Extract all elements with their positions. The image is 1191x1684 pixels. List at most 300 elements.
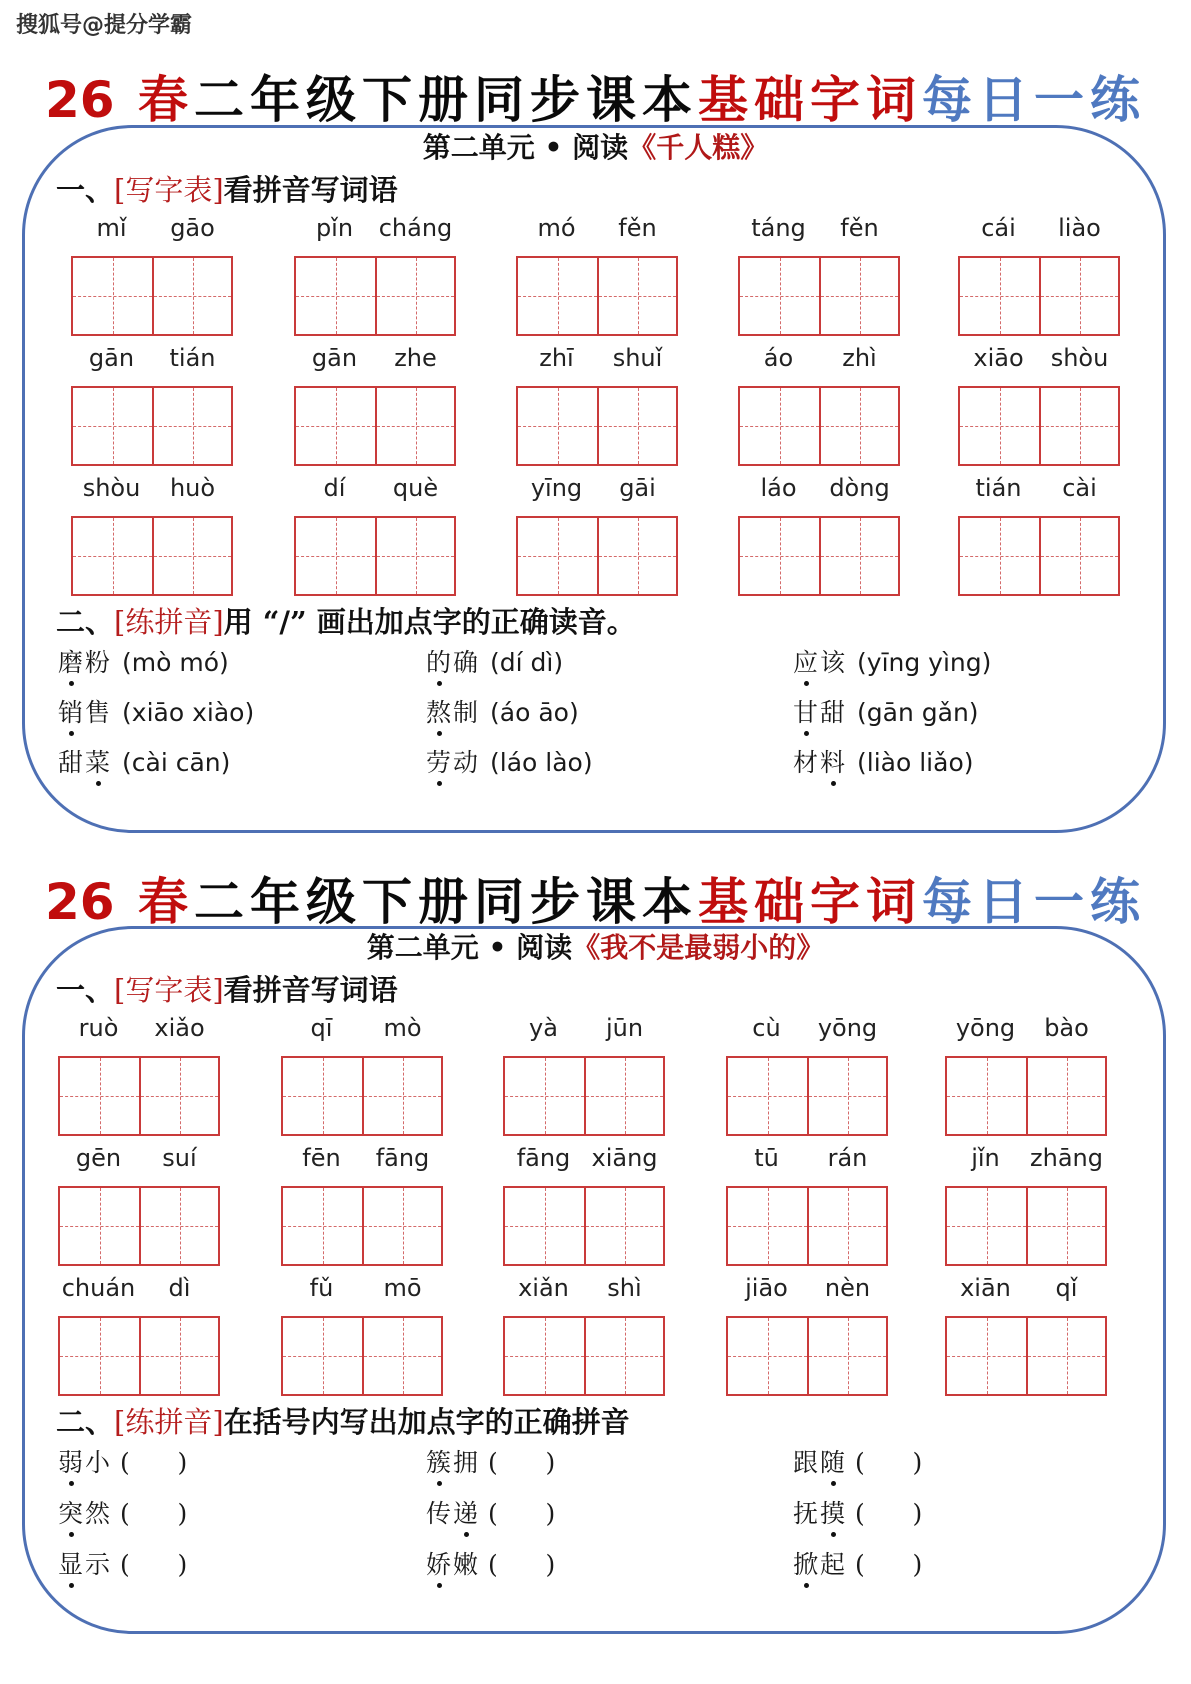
word (793, 1550, 847, 1579)
pronunciation-item (793, 693, 979, 729)
lesson-title: 《千人糕》 (628, 131, 769, 164)
pinyin-prompt (58, 1144, 220, 1178)
tianzige-box[interactable] (738, 256, 900, 336)
pinyin-syllable: què (392, 474, 439, 502)
dotted-character: 簇 (426, 1443, 453, 1479)
tianzige-box[interactable] (58, 1056, 220, 1136)
character-cell[interactable] (947, 1188, 1026, 1264)
dotted-character: 磨 (58, 643, 85, 679)
title-season: 春 (138, 70, 194, 129)
title-year: 26 (44, 873, 115, 931)
character: 小 (85, 1448, 113, 1477)
tianzige-box[interactable] (726, 1056, 888, 1136)
character-cell[interactable] (819, 518, 898, 594)
pinyin-prompt (738, 214, 900, 248)
section-instruction: 看拼音写词语 (223, 973, 398, 1007)
character-cell[interactable] (819, 388, 898, 464)
word (426, 648, 480, 677)
pronunciation-item (793, 643, 991, 679)
word (426, 748, 480, 777)
character-cell[interactable] (1039, 388, 1118, 464)
pinyin-options[interactable]: (láo lào) (490, 748, 593, 777)
character-cell[interactable] (362, 1058, 441, 1134)
pinyin-syllable: xiāng (591, 1144, 658, 1172)
tianzige-box[interactable] (71, 386, 233, 466)
pinyin-prompt (503, 1274, 665, 1308)
unit-label: 第二单元 • 阅读 (366, 931, 573, 964)
dotted-character: 菜 (85, 743, 112, 779)
character: 动 (453, 748, 481, 777)
pronunciation-item (426, 743, 593, 779)
character-cell[interactable] (1026, 1188, 1105, 1264)
character-cell[interactable] (283, 1318, 362, 1394)
pinyin-prompt (281, 1274, 443, 1308)
word (793, 1499, 847, 1528)
section-number: 一、 (56, 173, 115, 207)
pinyin-prompt (945, 1014, 1107, 1048)
character-cell[interactable] (1039, 258, 1118, 334)
pinyin-prompt (958, 214, 1120, 248)
pinyin-syllable: mō (383, 1274, 422, 1302)
section-2-heading (56, 1400, 630, 1441)
pinyin-syllable: mǐ (96, 214, 127, 242)
pronunciation-item (426, 1545, 555, 1581)
pinyin-syllable: shuǐ (612, 344, 663, 372)
pinyin-syllable: ruò (78, 1014, 119, 1042)
pinyin-syllable: cái (981, 214, 1016, 242)
pronunciation-item (793, 1545, 922, 1581)
answer-blank[interactable]: ( ) (488, 1499, 556, 1528)
section-1-heading (56, 968, 398, 1009)
character: 然 (85, 1499, 113, 1528)
tianzige-box[interactable] (294, 256, 456, 336)
title-year: 26 (44, 71, 115, 129)
pinyin-prompt (516, 344, 678, 378)
character-cell[interactable] (728, 1188, 807, 1264)
character-cell[interactable] (362, 1188, 441, 1264)
pinyin-syllable: chuán (61, 1274, 136, 1302)
dotted-character: 递 (453, 1494, 480, 1530)
pinyin-options[interactable]: (yīng yìng) (857, 648, 992, 677)
pinyin-syllable: dòng (829, 474, 890, 502)
pinyin-prompt (516, 214, 678, 248)
character-cell[interactable] (518, 518, 597, 594)
pinyin-prompt (958, 474, 1120, 508)
character-cell[interactable] (60, 1058, 139, 1134)
pinyin-syllable: zhāng (1030, 1144, 1103, 1172)
character-cell[interactable] (584, 1188, 663, 1264)
word (793, 698, 847, 727)
pronunciation-item (58, 1494, 187, 1530)
pronunciation-item (426, 693, 579, 729)
pronunciation-item (426, 1443, 555, 1479)
pinyin-syllable: fǔ (309, 1274, 334, 1302)
character: 该 (820, 648, 848, 677)
pinyin-syllable: xiǎn (518, 1274, 569, 1302)
section-2-heading (56, 600, 636, 641)
pinyin-syllable: fěn (618, 214, 657, 242)
character-cell[interactable] (375, 388, 454, 464)
word (426, 1499, 480, 1528)
title-blue: 每日一练 (922, 872, 1146, 931)
character-cell[interactable] (728, 1058, 807, 1134)
pinyin-prompt (503, 1014, 665, 1048)
word (58, 1499, 112, 1528)
tianzige-box[interactable] (738, 516, 900, 596)
character-cell[interactable] (960, 388, 1039, 464)
dotted-character: 应 (793, 643, 820, 679)
answer-blank[interactable]: ( ) (488, 1550, 556, 1579)
character: 起 (820, 1550, 848, 1579)
worksheet-title (0, 60, 1191, 132)
character: 传 (426, 1499, 454, 1528)
character-cell[interactable] (73, 258, 152, 334)
pinyin-options[interactable]: (gān gǎn) (857, 698, 979, 727)
character-cell[interactable] (740, 388, 819, 464)
pinyin-prompt (58, 1014, 220, 1048)
unit-subtitle (0, 926, 1191, 966)
character: 粉 (85, 648, 113, 677)
pronunciation-item (793, 1443, 922, 1479)
pinyin-prompt (294, 214, 456, 248)
pinyin-syllable: bào (1044, 1014, 1089, 1042)
character-cell[interactable] (139, 1058, 218, 1134)
dotted-character: 弱 (58, 1443, 85, 1479)
character-cell[interactable] (597, 518, 676, 594)
character-cell[interactable] (73, 388, 152, 464)
tianzige-box[interactable] (958, 256, 1120, 336)
pinyin-prompt (945, 1274, 1107, 1308)
word (793, 648, 847, 677)
character-cell[interactable] (819, 258, 898, 334)
tianzige-box[interactable] (58, 1316, 220, 1396)
tianzige-box[interactable] (71, 256, 233, 336)
pinyin-prompt (281, 1014, 443, 1048)
pinyin-syllable: jǐn (971, 1144, 1000, 1172)
pronunciation-item (58, 693, 254, 729)
tianzige-box[interactable] (503, 1186, 665, 1266)
pinyin-prompt (726, 1014, 888, 1048)
pinyin-syllable: huò (169, 474, 216, 502)
character-cell[interactable] (152, 258, 231, 334)
dotted-character: 劳 (426, 743, 453, 779)
dotted-character: 熬 (426, 693, 453, 729)
title-main: 二年级下册同步课本 (194, 872, 698, 931)
pinyin-syllable: shòu (1050, 344, 1109, 372)
pinyin-prompt (58, 1274, 220, 1308)
pinyin-options[interactable]: (dí dì) (490, 648, 564, 677)
tianzige-box[interactable] (516, 256, 678, 336)
character-cell[interactable] (1039, 518, 1118, 594)
character: 跟 (793, 1448, 821, 1477)
pinyin-syllable: cù (752, 1014, 781, 1042)
pinyin-syllable: mó (537, 214, 576, 242)
character-cell[interactable] (740, 258, 819, 334)
pinyin-syllable: gān (88, 344, 135, 372)
character: 甜 (820, 698, 848, 727)
pinyin-prompt (726, 1144, 888, 1178)
character-cell[interactable] (73, 518, 152, 594)
character: 抚 (793, 1499, 821, 1528)
character-cell[interactable] (296, 388, 375, 464)
dotted-character: 料 (820, 743, 847, 779)
tianzige-box[interactable] (281, 1316, 443, 1396)
character-cell[interactable] (597, 258, 676, 334)
pinyin-syllable: yà (529, 1014, 558, 1042)
character-cell[interactable] (362, 1318, 441, 1394)
section-instruction: 用 “/” 画出加点字的正确读音。 (223, 605, 636, 639)
character-cell[interactable] (152, 518, 231, 594)
pinyin-options[interactable]: (mò mó) (122, 648, 229, 677)
character-cell[interactable] (960, 258, 1039, 334)
character-cell[interactable] (947, 1058, 1026, 1134)
pinyin-syllable: jiāo (745, 1274, 788, 1302)
pinyin-syllable: zhī (539, 344, 574, 372)
pinyin-syllable: gān (311, 344, 358, 372)
pinyin-syllable: xiāo (973, 344, 1024, 372)
dotted-character: 随 (820, 1443, 847, 1479)
pinyin-syllable: fāng (516, 1144, 571, 1172)
pronunciation-item (426, 643, 563, 679)
pinyin-syllable: xiǎo (154, 1014, 205, 1042)
pinyin-syllable: láo (760, 474, 797, 502)
pinyin-prompt (71, 214, 233, 248)
word (58, 698, 112, 727)
character-cell[interactable] (283, 1058, 362, 1134)
character: 示 (85, 1550, 113, 1579)
pinyin-prompt (516, 474, 678, 508)
section-tag: [练拼音] (114, 1405, 224, 1439)
pinyin-syllable: tū (754, 1144, 779, 1172)
tianzige-box[interactable] (58, 1186, 220, 1266)
pinyin-prompt (738, 474, 900, 508)
character-cell[interactable] (505, 1188, 584, 1264)
section-tag: [写字表] (114, 973, 224, 1007)
pinyin-syllable: qī (310, 1014, 333, 1042)
tianzige-box[interactable] (503, 1316, 665, 1396)
pinyin-prompt (281, 1144, 443, 1178)
answer-blank[interactable]: ( ) (855, 1550, 923, 1579)
word (58, 748, 112, 777)
dotted-character: 甘 (793, 693, 820, 729)
pinyin-syllable: cháng (378, 214, 453, 242)
section-instruction: 看拼音写词语 (223, 173, 398, 207)
character-cell[interactable] (597, 388, 676, 464)
pinyin-prompt (958, 344, 1120, 378)
character-cell[interactable] (960, 518, 1039, 594)
character-cell[interactable] (807, 1188, 886, 1264)
character-cell[interactable] (296, 518, 375, 594)
worksheet-title (0, 862, 1191, 934)
character-cell[interactable] (740, 518, 819, 594)
character-cell[interactable] (296, 258, 375, 334)
section-tag: [练拼音] (114, 605, 224, 639)
word (793, 748, 847, 777)
pinyin-syllable: fēn (302, 1144, 341, 1172)
pinyin-options[interactable]: (liào liǎo) (857, 748, 974, 777)
tianzige-box[interactable] (516, 516, 678, 596)
tianzige-box[interactable] (294, 386, 456, 466)
tianzige-box[interactable] (958, 516, 1120, 596)
character-cell[interactable] (1026, 1058, 1105, 1134)
word (426, 1448, 480, 1477)
title-main: 二年级下册同步课本 (194, 70, 698, 129)
character: 材 (793, 748, 821, 777)
tianzige-box[interactable] (958, 386, 1120, 466)
tianzige-box[interactable] (738, 386, 900, 466)
lesson-title: 《我不是最弱小的》 (572, 931, 825, 964)
character-cell[interactable] (807, 1318, 886, 1394)
dotted-character: 的 (426, 643, 453, 679)
pinyin-syllable: yīng (530, 474, 583, 502)
pinyin-syllable: rán (827, 1144, 868, 1172)
pinyin-syllable: jūn (605, 1014, 644, 1042)
character: 售 (85, 698, 113, 727)
tianzige-box[interactable] (945, 1056, 1107, 1136)
character-cell[interactable] (283, 1188, 362, 1264)
section-tag: [写字表] (114, 173, 224, 207)
character-cell[interactable] (947, 1318, 1026, 1394)
pinyin-options[interactable]: (xiāo xiào) (122, 698, 255, 727)
tianzige-box[interactable] (726, 1186, 888, 1266)
pronunciation-item (58, 1443, 187, 1479)
tianzige-box[interactable] (71, 516, 233, 596)
pinyin-syllable: fāng (375, 1144, 430, 1172)
pinyin-syllable: qǐ (1055, 1274, 1078, 1302)
pinyin-syllable: xiān (960, 1274, 1011, 1302)
character-cell[interactable] (807, 1058, 886, 1134)
section-1-heading (56, 168, 398, 209)
character-cell[interactable] (584, 1058, 663, 1134)
tianzige-box[interactable] (281, 1056, 443, 1136)
tianzige-box[interactable] (516, 386, 678, 466)
pinyin-syllable: shòu (82, 474, 141, 502)
word (58, 1550, 112, 1579)
character: 嫩 (453, 1550, 481, 1579)
answer-blank[interactable]: ( ) (855, 1499, 923, 1528)
unit-subtitle (0, 126, 1191, 166)
character-cell[interactable] (152, 388, 231, 464)
character-cell[interactable] (505, 1318, 584, 1394)
pinyin-syllable: cài (1062, 474, 1097, 502)
pinyin-syllable: liào (1058, 214, 1101, 242)
pinyin-syllable: yōng (955, 1014, 1016, 1042)
pinyin-prompt (503, 1144, 665, 1178)
pronunciation-item (58, 643, 229, 679)
character-cell[interactable] (60, 1318, 139, 1394)
word (58, 1448, 112, 1477)
pinyin-syllable: shì (607, 1274, 642, 1302)
pronunciation-item (58, 743, 230, 779)
pinyin-syllable: dí (323, 474, 346, 502)
pinyin-syllable: yōng (817, 1014, 878, 1042)
word (426, 698, 480, 727)
character: 制 (453, 698, 481, 727)
pinyin-syllable: fěn (840, 214, 879, 242)
dotted-character: 显 (58, 1545, 85, 1581)
character-cell[interactable] (375, 258, 454, 334)
dotted-character: 摸 (820, 1494, 847, 1530)
word (58, 648, 112, 677)
pinyin-prompt (294, 474, 456, 508)
pinyin-prompt (738, 344, 900, 378)
character: 确 (453, 648, 481, 677)
pronunciation-item (793, 1494, 922, 1530)
pinyin-prompt (71, 344, 233, 378)
section-number: 二、 (56, 1405, 115, 1439)
word (426, 1550, 480, 1579)
pinyin-syllable: suí (162, 1144, 197, 1172)
character-cell[interactable] (1026, 1318, 1105, 1394)
character-cell[interactable] (139, 1188, 218, 1264)
dotted-character: 掀 (793, 1545, 820, 1581)
character-cell[interactable] (505, 1058, 584, 1134)
title-blue: 每日一练 (922, 70, 1146, 129)
pronunciation-item (793, 743, 974, 779)
title-red: 基础字词 (698, 872, 922, 931)
pinyin-syllable: gāi (619, 474, 656, 502)
tianzige-box[interactable] (726, 1316, 888, 1396)
pinyin-options[interactable]: (cài cān) (122, 748, 231, 777)
section-instruction: 在括号内写出加点字的正确拼音 (223, 1405, 630, 1439)
title-season: 春 (138, 872, 194, 931)
answer-blank[interactable]: ( ) (855, 1448, 923, 1477)
pinyin-syllable: dì (168, 1274, 191, 1302)
tianzige-box[interactable] (945, 1316, 1107, 1396)
pinyin-syllable: mò (383, 1014, 422, 1042)
watermark: 搜狐号@提分学霸 (16, 13, 193, 38)
pinyin-prompt (726, 1274, 888, 1308)
section-number: 二、 (56, 605, 115, 639)
pinyin-syllable: nèn (824, 1274, 871, 1302)
answer-blank[interactable]: ( ) (488, 1448, 556, 1477)
tianzige-box[interactable] (503, 1056, 665, 1136)
tianzige-box[interactable] (294, 516, 456, 596)
answer-blank[interactable]: ( ) (120, 1550, 188, 1579)
character-cell[interactable] (584, 1318, 663, 1394)
pinyin-syllable: gāo (170, 214, 215, 242)
character-cell[interactable] (728, 1318, 807, 1394)
answer-blank[interactable]: ( ) (120, 1448, 188, 1477)
pinyin-syllable: tián (169, 344, 216, 372)
tianzige-box[interactable] (945, 1186, 1107, 1266)
pinyin-prompt (945, 1144, 1107, 1178)
character-cell[interactable] (518, 388, 597, 464)
pinyin-prompt (71, 474, 233, 508)
character: 甜 (58, 748, 86, 777)
pinyin-syllable: zhì (842, 344, 877, 372)
section-number: 一、 (56, 973, 115, 1007)
pinyin-syllable: pǐn (315, 214, 354, 242)
dotted-character: 突 (58, 1494, 85, 1530)
pinyin-syllable: táng (751, 214, 806, 242)
character-cell[interactable] (139, 1318, 218, 1394)
pinyin-syllable: tián (975, 474, 1022, 502)
pinyin-syllable: gēn (75, 1144, 122, 1172)
dotted-character: 娇 (426, 1545, 453, 1581)
character-cell[interactable] (518, 258, 597, 334)
pinyin-options[interactable]: (áo āo) (490, 698, 579, 727)
pinyin-syllable: áo (763, 344, 794, 372)
answer-blank[interactable]: ( ) (120, 1499, 188, 1528)
pronunciation-item (58, 1545, 187, 1581)
character-cell[interactable] (375, 518, 454, 594)
dotted-character: 销 (58, 693, 85, 729)
pinyin-syllable: zhe (394, 344, 437, 372)
tianzige-box[interactable] (281, 1186, 443, 1266)
character-cell[interactable] (60, 1188, 139, 1264)
word (793, 1448, 847, 1477)
